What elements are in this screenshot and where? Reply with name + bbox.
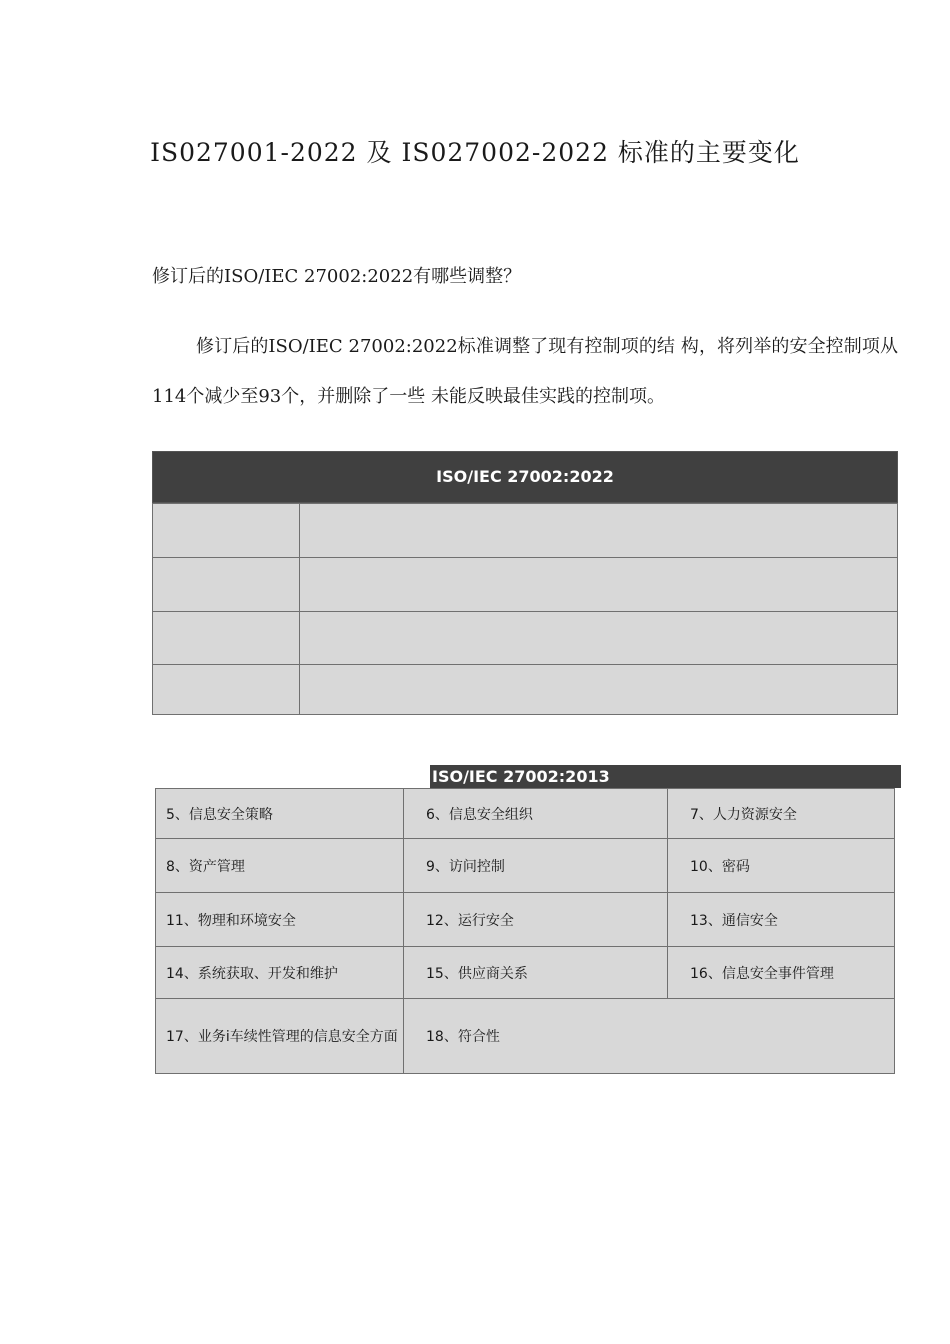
table-cell: 15、供应商关系 xyxy=(404,947,668,999)
table-cell xyxy=(153,558,300,612)
table-cell: 14、系统获取、开发和维护 xyxy=(156,947,404,999)
table-cell: 17、业务i车续性管理的信息安全方面 xyxy=(156,999,404,1074)
table-cell xyxy=(153,504,300,558)
table-cell xyxy=(153,612,300,665)
table-cell xyxy=(300,665,898,715)
table-cell: 6、信息安全组织 xyxy=(404,789,668,839)
table-row xyxy=(153,612,898,665)
table-cell: 18、符合性 xyxy=(404,999,895,1074)
table-cell: 7、人力资源安全 xyxy=(668,789,895,839)
table-cell xyxy=(153,665,300,715)
table-cell xyxy=(300,504,898,558)
table-cell: 8、资产管理 xyxy=(156,839,404,893)
section-question: 修订后的ISO/IEC 27002:2022有哪些调整？ xyxy=(152,266,522,287)
table-cell: 11、物理和环境安全 xyxy=(156,893,404,947)
table-cell: 16、信息安全事件管理 xyxy=(668,947,895,999)
table-cell xyxy=(300,612,898,665)
table-row xyxy=(156,839,895,893)
table-2022-header: ISO/IEC 27002:2022 xyxy=(152,451,898,503)
table-row xyxy=(153,504,898,558)
table-2013-header: ISO/IEC 27002:2013 xyxy=(430,765,901,788)
table-row xyxy=(156,893,895,947)
table-2022 xyxy=(152,451,898,715)
table-cell xyxy=(300,558,898,612)
table-cell: 13、通信安全 xyxy=(668,893,895,947)
table-2013 xyxy=(155,788,895,1074)
table-row xyxy=(156,999,895,1074)
table-cell: 5、信息安全策略 xyxy=(156,789,404,839)
table-row xyxy=(153,558,898,612)
table-row xyxy=(156,789,895,839)
table-cell: 10、密码 xyxy=(668,839,895,893)
table-cell: 12、运行安全 xyxy=(404,893,668,947)
table-row xyxy=(153,665,898,715)
body-paragraph: 修订后的ISO/IEC 27002:2022标准调整了现有控制项的结 构，将列举的安全控制项从114个减少至93个，并删除了一些 未能反映最佳实践的控制项。 xyxy=(152,336,898,407)
table-row xyxy=(156,947,895,999)
table-cell: 9、访问控制 xyxy=(404,839,668,893)
document-title: IS027001-2022 及 IS027002-2022 标准的主要变化 xyxy=(150,138,800,167)
